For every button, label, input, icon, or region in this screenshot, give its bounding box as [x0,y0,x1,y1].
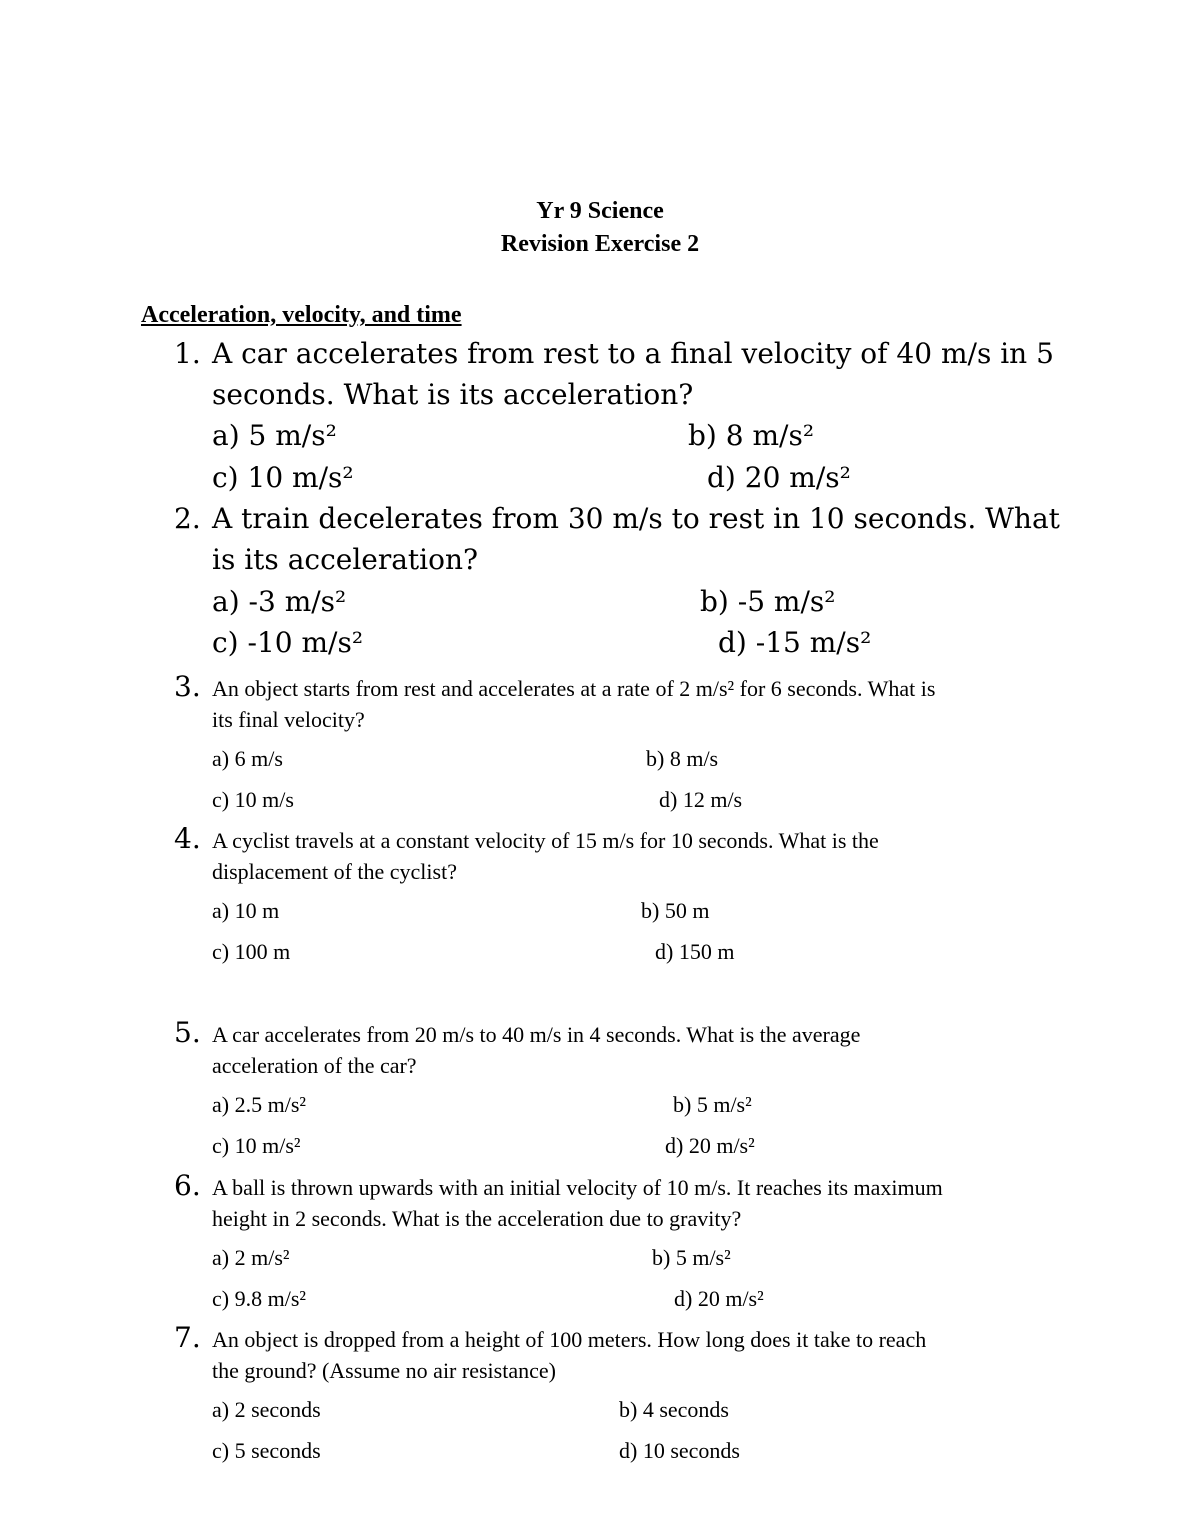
question-text-line: height in 2 seconds. What is the acceleration due to gravity? [212,1206,742,1231]
option-b: b) -5 m/s² [700,585,836,618]
option-d: d) 20 m/s² [674,1286,764,1311]
question-number: 5. [174,1016,201,1049]
option-b: b) 5 m/s² [673,1092,752,1117]
option-a: a) 6 m/s [212,746,283,771]
option-d: d) 150 m [655,939,735,964]
option-b: b) 5 m/s² [652,1245,731,1270]
option-c: c) 10 m/s [212,787,294,812]
question-text-line: A cyclist travels at a constant velocity of 15 m/s for 10 seconds. What is the [212,828,879,853]
option-c: c) -10 m/s² [212,626,364,659]
question-text-line: displacement of the cyclist? [212,859,457,884]
page-subtitle: Revision Exercise 2 [500,231,700,257]
option-a: a) 2 m/s² [212,1245,290,1270]
question-text-line: acceleration of the car? [212,1053,417,1078]
option-d: d) 20 m/s² [707,461,851,494]
question-text-line: A train decelerates from 30 m/s to rest in 10 seconds. What [212,502,1060,535]
option-a: a) 10 m [212,898,280,923]
question-number: 3. [174,670,201,703]
option-d: d) 12 m/s [659,787,743,812]
question-text-line: is its acceleration? [212,543,479,576]
question-text-line: An object is dropped from a height of 100 meters. How long does it take to reach [212,1327,927,1352]
option-a: a) 2.5 m/s² [212,1092,306,1117]
question-text-line: A ball is thrown upwards with an initial velocity of 10 m/s. It reaches its maximum [212,1175,943,1200]
page-title: Yr 9 Science [536,198,664,224]
section-heading: Acceleration, velocity, and time [141,302,462,328]
question-text-line: its final velocity? [212,707,365,732]
question-number: 2. [174,502,201,535]
option-d: d) -15 m/s² [718,626,872,659]
question-text-line: the ground? (Assume no air resistance) [212,1358,556,1383]
question-text-line: A car accelerates from 20 m/s to 40 m/s in 4 seconds. What is the average [212,1022,861,1047]
option-b: b) 8 m/s [646,746,719,771]
question-number: 6. [174,1169,201,1202]
option-b: b) 4 seconds [619,1397,729,1422]
option-a: a) -3 m/s² [212,585,347,618]
question-text-line: A car accelerates from rest to a final velocity of 40 m/s in 5 [212,337,1054,370]
question-text-line: seconds. What is its acceleration? [212,378,694,411]
question-number: 7. [174,1321,201,1354]
option-b: b) 50 m [641,898,710,923]
option-c: c) 9.8 m/s² [212,1286,306,1311]
option-c: c) 10 m/s² [212,1133,301,1158]
option-d: d) 10 seconds [619,1438,740,1463]
question-number: 4. [174,822,201,855]
option-a: a) 5 m/s² [212,419,337,452]
question-number: 1. [174,337,201,370]
option-c: c) 10 m/s² [212,461,354,494]
option-a: a) 2 seconds [212,1397,321,1422]
option-c: c) 100 m [212,939,291,964]
question-text-line: An object starts from rest and accelerates at a rate of 2 m/s² for 6 seconds. What is [212,676,936,701]
option-d: d) 20 m/s² [665,1133,755,1158]
option-b: b) 8 m/s² [688,419,815,452]
option-c: c) 5 seconds [212,1438,321,1463]
